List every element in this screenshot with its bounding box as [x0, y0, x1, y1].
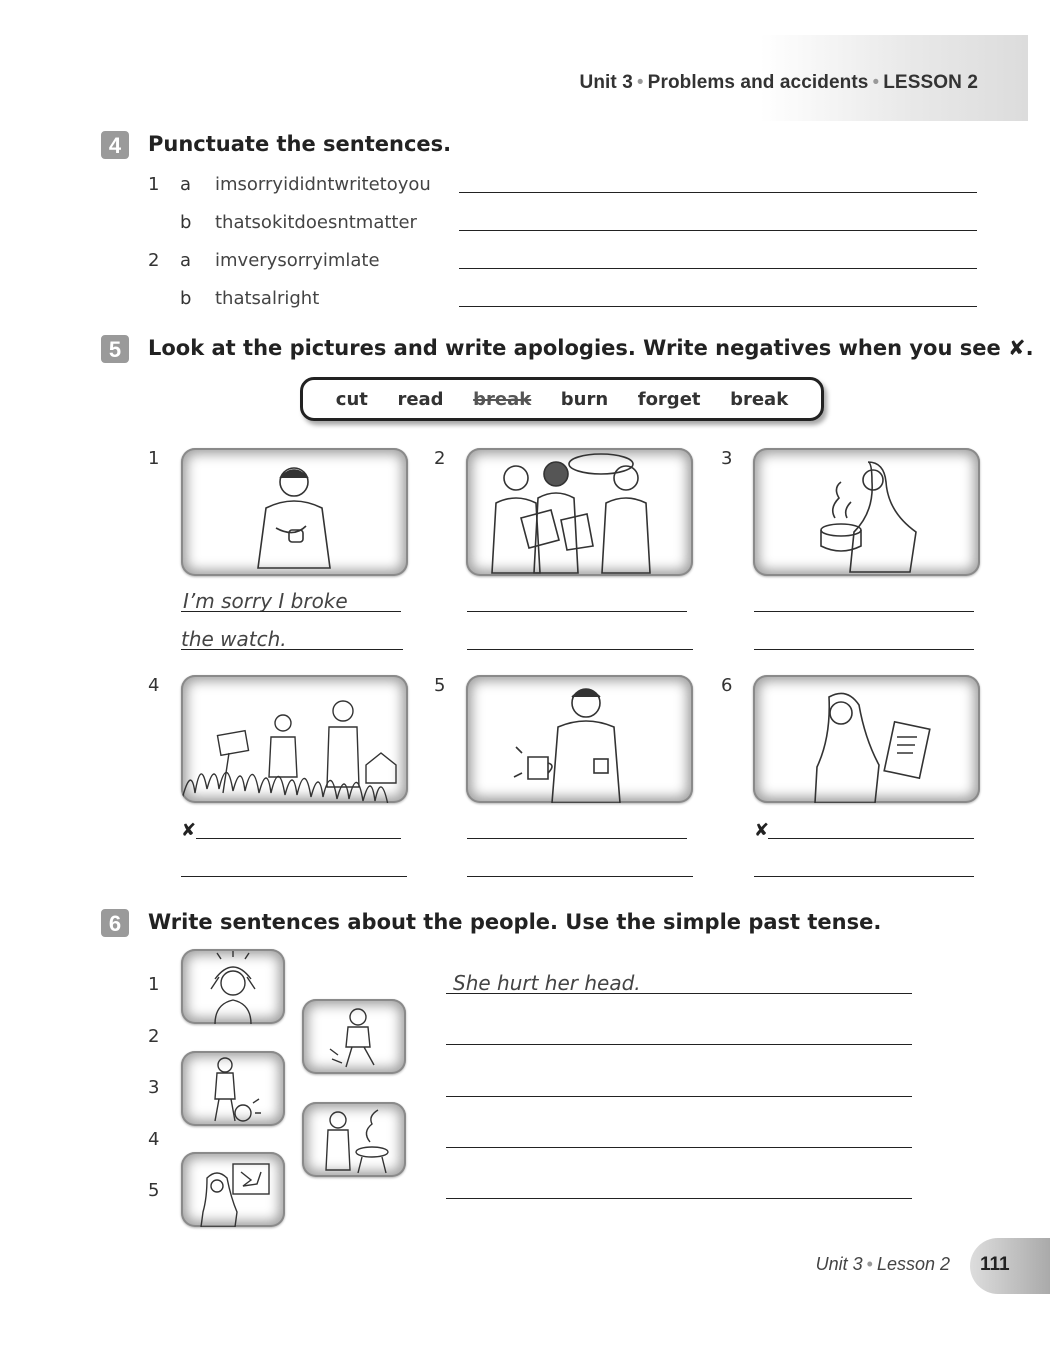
picture-number: 5 — [434, 675, 446, 696]
word-box-item: read — [397, 388, 444, 410]
exercise-5-number: 5 — [101, 335, 129, 363]
ex4-scrambled-text: thatsalright — [215, 288, 320, 309]
header-topic: Problems and accidents — [647, 72, 869, 93]
ex6-item-number: 3 — [148, 1077, 160, 1098]
children-torn-book-icon — [466, 448, 693, 576]
picture-number: 6 — [721, 675, 733, 696]
woman-book-icon — [753, 675, 980, 803]
boy-hurt-leg-icon — [302, 999, 406, 1074]
header-lesson: LESSON 2 — [883, 72, 978, 93]
ex4-item-letter: b — [180, 212, 192, 233]
exercise-6-number: 6 — [101, 909, 129, 937]
ex4-item-number: 2 — [148, 250, 160, 271]
picture-number: 3 — [721, 448, 733, 469]
ex4-item-number: 1 — [148, 174, 160, 195]
negative-mark: ✘ — [181, 820, 197, 841]
word-box — [300, 377, 824, 421]
man-burnt-barbecue-icon — [302, 1102, 406, 1177]
answer-line[interactable] — [754, 876, 974, 877]
ex6-answer-line[interactable] — [446, 1044, 912, 1045]
ex6-answer-text: She hurt her head. — [453, 971, 641, 995]
ex4-item-letter: a — [180, 174, 192, 195]
answer-line[interactable] — [754, 649, 974, 650]
answer-line[interactable] — [181, 876, 407, 877]
word-box-item: burn — [560, 388, 609, 410]
answer-line[interactable] — [196, 838, 401, 839]
answer-text: the watch. — [181, 627, 287, 651]
ex6-answer-line[interactable] — [446, 993, 912, 994]
negative-mark: ✘ — [754, 820, 770, 841]
woman-burnt-cake-icon — [753, 448, 980, 576]
man-broken-mug-icon — [466, 675, 693, 803]
ex6-answer-line[interactable] — [446, 1198, 912, 1199]
answer-line[interactable] — [754, 611, 974, 612]
exercise-4-number: 4 — [101, 131, 129, 159]
exercise-6-title: Write sentences about the people. Use the simple past tense. — [148, 910, 882, 934]
exercise-4-title: Punctuate the sentences. — [148, 132, 452, 156]
ex6-item-number: 4 — [148, 1129, 160, 1150]
ex6-answer-line[interactable] — [446, 1096, 912, 1097]
word-box-item: cut — [335, 388, 368, 410]
running-header: Unit 3 • Problems and accidents • LESSON 2 — [579, 72, 978, 93]
woman-broken-window-icon — [181, 1152, 285, 1227]
answer-line[interactable] — [768, 838, 974, 839]
woman-hurt-head-icon — [181, 949, 285, 1024]
footer-unit: Unit 3 — [815, 1254, 863, 1274]
ex4-answer-line[interactable] — [459, 192, 977, 193]
answer-line[interactable] — [467, 611, 687, 612]
ex4-answer-line[interactable] — [459, 306, 977, 307]
page-number: 111 — [980, 1254, 1010, 1275]
answer-text: I’m sorry I broke — [183, 589, 348, 613]
answer-line[interactable] — [467, 838, 687, 839]
ex4-item-letter: b — [180, 288, 192, 309]
ex6-item-number: 5 — [148, 1180, 160, 1201]
ex4-answer-line[interactable] — [459, 230, 977, 231]
boys-field-sign-icon — [181, 675, 408, 803]
picture-number: 4 — [148, 675, 160, 696]
ex4-scrambled-text: imsorryididntwritetoyou — [215, 174, 431, 195]
answer-line[interactable] — [467, 649, 693, 650]
ex4-item-letter: a — [180, 250, 192, 271]
word-box-item: break — [730, 388, 789, 410]
picture-number: 2 — [434, 448, 446, 469]
picture-number: 1 — [148, 448, 160, 469]
ex4-scrambled-text: imverysorryimlate — [215, 250, 380, 271]
running-footer: Unit 3 • Lesson 2 — [815, 1254, 950, 1274]
word-box-item-used: break — [473, 388, 532, 410]
answer-line[interactable] — [181, 649, 403, 650]
word-box-item: forget — [637, 388, 701, 410]
ex6-answer-line[interactable] — [446, 1147, 912, 1148]
answer-line[interactable] — [181, 611, 401, 612]
answer-line[interactable] — [467, 876, 693, 877]
ex4-answer-line[interactable] — [459, 268, 977, 269]
footer-lesson: Lesson 2 — [876, 1254, 950, 1274]
ex4-scrambled-text: thatsokitdoesntmatter — [215, 212, 417, 233]
exercise-5-title: Look at the pictures and write apologies. Write negatives when you see ✘. — [148, 336, 1034, 360]
boy-broken-watch-icon — [181, 448, 408, 576]
ex6-item-number: 2 — [148, 1026, 160, 1047]
ex6-item-number: 1 — [148, 974, 160, 995]
man-dropped-ball-icon — [181, 1051, 285, 1126]
header-unit: Unit 3 — [579, 72, 633, 93]
